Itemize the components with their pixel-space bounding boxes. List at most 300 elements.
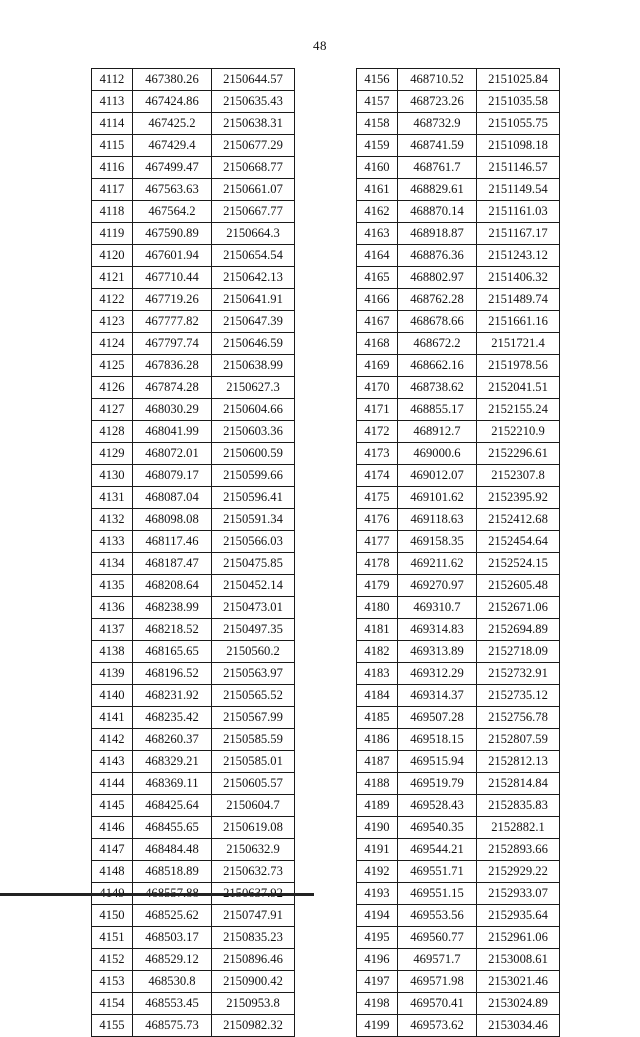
table-row — [357, 751, 560, 773]
table-row — [357, 201, 560, 223]
point-number-cell: 4191 — [357, 839, 398, 861]
point-number-cell: 4153 — [92, 971, 133, 993]
point-number-cell: 4146 — [92, 817, 133, 839]
table-row — [92, 1015, 295, 1037]
x-coordinate-cell: 468238.99 — [133, 597, 212, 619]
table-row — [357, 993, 560, 1015]
table-row — [92, 399, 295, 421]
table-row — [357, 157, 560, 179]
x-coordinate-cell: 469312.29 — [398, 663, 477, 685]
coordinates-table-left — [91, 68, 295, 1037]
x-coordinate-cell: 468117.46 — [133, 531, 212, 553]
point-number-cell: 4190 — [357, 817, 398, 839]
y-coordinate-cell: 2152929.22 — [477, 861, 560, 883]
point-number-cell: 4167 — [357, 311, 398, 333]
point-number-cell: 4195 — [357, 927, 398, 949]
y-coordinate-cell: 2150567.99 — [212, 707, 295, 729]
x-coordinate-cell: 467564.2 — [133, 201, 212, 223]
x-coordinate-cell: 468235.42 — [133, 707, 212, 729]
y-coordinate-cell: 2152882.1 — [477, 817, 560, 839]
y-coordinate-cell: 2152893.66 — [477, 839, 560, 861]
y-coordinate-cell: 2150638.31 — [212, 113, 295, 135]
y-coordinate-cell: 2150654.54 — [212, 245, 295, 267]
x-coordinate-cell: 468525.62 — [133, 905, 212, 927]
x-coordinate-cell: 469553.56 — [398, 905, 477, 927]
x-coordinate-cell: 468918.87 — [398, 223, 477, 245]
x-coordinate-cell: 469314.83 — [398, 619, 477, 641]
table-row — [92, 531, 295, 553]
y-coordinate-cell: 2152041.51 — [477, 377, 560, 399]
table-row — [357, 575, 560, 597]
point-number-cell: 4178 — [357, 553, 398, 575]
x-coordinate-cell: 467424.86 — [133, 91, 212, 113]
y-coordinate-cell: 2152524.15 — [477, 553, 560, 575]
y-coordinate-cell: 2152814.84 — [477, 773, 560, 795]
point-number-cell: 4140 — [92, 685, 133, 707]
y-coordinate-cell: 2153034.46 — [477, 1015, 560, 1037]
table-row — [92, 509, 295, 531]
point-number-cell: 4119 — [92, 223, 133, 245]
point-number-cell: 4118 — [92, 201, 133, 223]
point-number-cell: 4158 — [357, 113, 398, 135]
y-coordinate-cell: 2150638.99 — [212, 355, 295, 377]
table-row — [357, 465, 560, 487]
y-coordinate-cell: 2152605.48 — [477, 575, 560, 597]
point-number-cell: 4115 — [92, 135, 133, 157]
y-coordinate-cell: 2151149.54 — [477, 179, 560, 201]
point-number-cell: 4137 — [92, 619, 133, 641]
y-coordinate-cell: 2150591.34 — [212, 509, 295, 531]
y-coordinate-cell: 2152412.68 — [477, 509, 560, 531]
table-row — [92, 685, 295, 707]
table-row — [357, 333, 560, 355]
table-row — [92, 201, 295, 223]
y-coordinate-cell: 2150596.41 — [212, 487, 295, 509]
point-number-cell: 4198 — [357, 993, 398, 1015]
x-coordinate-cell: 468553.45 — [133, 993, 212, 1015]
table-row — [357, 773, 560, 795]
table-row — [92, 905, 295, 927]
x-coordinate-cell: 467601.94 — [133, 245, 212, 267]
x-coordinate-cell: 468870.14 — [398, 201, 477, 223]
point-number-cell: 4180 — [357, 597, 398, 619]
point-number-cell: 4132 — [92, 509, 133, 531]
coordinates-table-right — [356, 68, 560, 1037]
y-coordinate-cell: 2153021.46 — [477, 971, 560, 993]
x-coordinate-cell: 468503.17 — [133, 927, 212, 949]
x-coordinate-cell: 468802.97 — [398, 267, 477, 289]
y-coordinate-cell: 2151098.18 — [477, 135, 560, 157]
table-row — [357, 289, 560, 311]
x-coordinate-cell: 468761.7 — [398, 157, 477, 179]
y-coordinate-cell: 2150452.14 — [212, 575, 295, 597]
point-number-cell: 4162 — [357, 201, 398, 223]
x-coordinate-cell: 468855.17 — [398, 399, 477, 421]
table-row — [357, 223, 560, 245]
point-number-cell: 4156 — [357, 69, 398, 91]
y-coordinate-cell: 2150635.43 — [212, 91, 295, 113]
point-number-cell: 4112 — [92, 69, 133, 91]
table-row — [357, 135, 560, 157]
point-number-cell: 4129 — [92, 443, 133, 465]
y-coordinate-cell: 2150835.23 — [212, 927, 295, 949]
x-coordinate-cell: 468030.29 — [133, 399, 212, 421]
point-number-cell: 4152 — [92, 949, 133, 971]
table-row — [357, 861, 560, 883]
y-coordinate-cell: 2151035.58 — [477, 91, 560, 113]
table-row — [357, 685, 560, 707]
point-number-cell: 4126 — [92, 377, 133, 399]
table-row — [357, 245, 560, 267]
y-coordinate-cell: 2151055.75 — [477, 113, 560, 135]
y-coordinate-cell: 2150627.3 — [212, 377, 295, 399]
y-coordinate-cell: 2150747.91 — [212, 905, 295, 927]
table-row — [92, 355, 295, 377]
point-number-cell: 4179 — [357, 575, 398, 597]
table-row — [92, 795, 295, 817]
x-coordinate-cell: 467797.74 — [133, 333, 212, 355]
x-coordinate-cell: 469519.79 — [398, 773, 477, 795]
x-coordinate-cell: 468218.52 — [133, 619, 212, 641]
point-number-cell: 4194 — [357, 905, 398, 927]
point-number-cell: 4166 — [357, 289, 398, 311]
point-number-cell: 4122 — [92, 289, 133, 311]
point-number-cell: 4187 — [357, 751, 398, 773]
table-row — [357, 113, 560, 135]
point-number-cell: 4154 — [92, 993, 133, 1015]
x-coordinate-cell: 468165.65 — [133, 641, 212, 663]
y-coordinate-cell: 2150619.08 — [212, 817, 295, 839]
table-row — [357, 355, 560, 377]
y-coordinate-cell: 2152671.06 — [477, 597, 560, 619]
point-number-cell: 4150 — [92, 905, 133, 927]
point-number-cell: 4170 — [357, 377, 398, 399]
y-coordinate-cell: 2150565.52 — [212, 685, 295, 707]
point-number-cell: 4136 — [92, 597, 133, 619]
y-coordinate-cell: 2150604.66 — [212, 399, 295, 421]
point-number-cell: 4157 — [357, 91, 398, 113]
x-coordinate-cell: 468196.52 — [133, 663, 212, 685]
x-coordinate-cell: 469551.71 — [398, 861, 477, 883]
point-number-cell: 4193 — [357, 883, 398, 905]
table-row — [357, 927, 560, 949]
x-coordinate-cell: 468738.62 — [398, 377, 477, 399]
table-row — [92, 179, 295, 201]
point-number-cell: 4148 — [92, 861, 133, 883]
y-coordinate-cell: 2151243.12 — [477, 245, 560, 267]
x-coordinate-cell: 469313.89 — [398, 641, 477, 663]
table-row — [92, 773, 295, 795]
table-row — [357, 421, 560, 443]
table-row — [92, 135, 295, 157]
y-coordinate-cell: 2151721.4 — [477, 333, 560, 355]
point-number-cell: 4165 — [357, 267, 398, 289]
table-row — [357, 91, 560, 113]
y-coordinate-cell: 2150668.77 — [212, 157, 295, 179]
x-coordinate-cell: 469101.62 — [398, 487, 477, 509]
x-coordinate-cell: 468662.16 — [398, 355, 477, 377]
table-row — [357, 399, 560, 421]
y-coordinate-cell: 2150497.35 — [212, 619, 295, 641]
y-coordinate-cell: 2150664.3 — [212, 223, 295, 245]
point-number-cell: 4186 — [357, 729, 398, 751]
x-coordinate-cell: 468041.99 — [133, 421, 212, 443]
table-row — [92, 333, 295, 355]
table-row — [357, 707, 560, 729]
point-number-cell: 4168 — [357, 333, 398, 355]
x-coordinate-cell: 468231.92 — [133, 685, 212, 707]
x-coordinate-cell: 467719.26 — [133, 289, 212, 311]
table-row — [92, 817, 295, 839]
point-number-cell: 4121 — [92, 267, 133, 289]
x-coordinate-cell: 469571.7 — [398, 949, 477, 971]
point-number-cell: 4147 — [92, 839, 133, 861]
table-row — [92, 289, 295, 311]
x-coordinate-cell: 469528.43 — [398, 795, 477, 817]
point-number-cell: 4120 — [92, 245, 133, 267]
table-row — [357, 1015, 560, 1037]
y-coordinate-cell: 2150600.59 — [212, 443, 295, 465]
x-coordinate-cell: 469518.15 — [398, 729, 477, 751]
table-row — [92, 663, 295, 685]
x-coordinate-cell: 468072.01 — [133, 443, 212, 465]
x-coordinate-cell: 469544.21 — [398, 839, 477, 861]
y-coordinate-cell: 2150677.29 — [212, 135, 295, 157]
table-row — [357, 905, 560, 927]
x-coordinate-cell: 469270.97 — [398, 575, 477, 597]
x-coordinate-cell: 467425.2 — [133, 113, 212, 135]
x-coordinate-cell: 467710.44 — [133, 267, 212, 289]
x-coordinate-cell: 468455.65 — [133, 817, 212, 839]
point-number-cell: 4123 — [92, 311, 133, 333]
table-row — [357, 69, 560, 91]
point-number-cell: 4172 — [357, 421, 398, 443]
table-row — [357, 641, 560, 663]
point-number-cell: 4173 — [357, 443, 398, 465]
x-coordinate-cell: 468723.26 — [398, 91, 477, 113]
table-row — [357, 267, 560, 289]
point-number-cell: 4151 — [92, 927, 133, 949]
table-row — [92, 421, 295, 443]
x-coordinate-cell: 468829.61 — [398, 179, 477, 201]
y-coordinate-cell: 2152835.83 — [477, 795, 560, 817]
x-coordinate-cell: 469560.77 — [398, 927, 477, 949]
point-number-cell: 4197 — [357, 971, 398, 993]
table-row — [357, 443, 560, 465]
x-coordinate-cell: 467563.63 — [133, 179, 212, 201]
y-coordinate-cell: 2150900.42 — [212, 971, 295, 993]
point-number-cell: 4139 — [92, 663, 133, 685]
x-coordinate-cell: 469158.35 — [398, 531, 477, 553]
y-coordinate-cell: 2150667.77 — [212, 201, 295, 223]
point-number-cell: 4169 — [357, 355, 398, 377]
point-number-cell: 4164 — [357, 245, 398, 267]
point-number-cell: 4183 — [357, 663, 398, 685]
table-row — [357, 729, 560, 751]
y-coordinate-cell: 2150982.32 — [212, 1015, 295, 1037]
point-number-cell: 4133 — [92, 531, 133, 553]
table-row — [92, 751, 295, 773]
point-number-cell: 4185 — [357, 707, 398, 729]
page-number: 48 — [313, 38, 327, 53]
point-number-cell: 4138 — [92, 641, 133, 663]
x-coordinate-cell: 467499.47 — [133, 157, 212, 179]
y-coordinate-cell: 2150475.85 — [212, 553, 295, 575]
table-row — [357, 509, 560, 531]
table-row — [92, 377, 295, 399]
x-coordinate-cell: 469012.07 — [398, 465, 477, 487]
x-coordinate-cell: 468260.37 — [133, 729, 212, 751]
y-coordinate-cell: 2152807.59 — [477, 729, 560, 751]
y-coordinate-cell: 2150632.73 — [212, 861, 295, 883]
x-coordinate-cell: 468425.64 — [133, 795, 212, 817]
y-coordinate-cell: 2152735.12 — [477, 685, 560, 707]
table-row — [92, 861, 295, 883]
point-number-cell: 4189 — [357, 795, 398, 817]
point-number-cell: 4174 — [357, 465, 398, 487]
y-coordinate-cell: 2151489.74 — [477, 289, 560, 311]
x-coordinate-cell: 467836.28 — [133, 355, 212, 377]
y-coordinate-cell: 2152155.24 — [477, 399, 560, 421]
x-coordinate-cell: 468087.04 — [133, 487, 212, 509]
y-coordinate-cell: 2150585.59 — [212, 729, 295, 751]
x-coordinate-cell: 468575.73 — [133, 1015, 212, 1037]
point-number-cell: 4128 — [92, 421, 133, 443]
table-row — [92, 311, 295, 333]
point-number-cell: 4145 — [92, 795, 133, 817]
point-number-cell: 4181 — [357, 619, 398, 641]
x-coordinate-cell: 468208.64 — [133, 575, 212, 597]
x-coordinate-cell: 469314.37 — [398, 685, 477, 707]
point-number-cell: 4130 — [92, 465, 133, 487]
table-row — [92, 487, 295, 509]
x-coordinate-cell: 469211.62 — [398, 553, 477, 575]
table-row — [357, 883, 560, 905]
point-number-cell: 4117 — [92, 179, 133, 201]
table-row — [357, 663, 560, 685]
table-row — [357, 795, 560, 817]
y-coordinate-cell: 2152210.9 — [477, 421, 560, 443]
x-coordinate-cell: 469573.62 — [398, 1015, 477, 1037]
y-coordinate-cell: 2150605.57 — [212, 773, 295, 795]
table-row — [92, 443, 295, 465]
point-number-cell: 4160 — [357, 157, 398, 179]
table-row — [92, 641, 295, 663]
table-row — [92, 927, 295, 949]
x-coordinate-cell: 467777.82 — [133, 311, 212, 333]
x-coordinate-cell: 469507.28 — [398, 707, 477, 729]
y-coordinate-cell: 2150604.7 — [212, 795, 295, 817]
point-number-cell: 4125 — [92, 355, 133, 377]
x-coordinate-cell: 468762.28 — [398, 289, 477, 311]
point-number-cell: 4114 — [92, 113, 133, 135]
x-coordinate-cell: 468912.7 — [398, 421, 477, 443]
y-coordinate-cell: 2152732.91 — [477, 663, 560, 685]
y-coordinate-cell: 2153024.89 — [477, 993, 560, 1015]
table-row — [92, 839, 295, 861]
point-number-cell: 4155 — [92, 1015, 133, 1037]
y-coordinate-cell: 2150953.8 — [212, 993, 295, 1015]
x-coordinate-cell: 467874.28 — [133, 377, 212, 399]
table-row — [92, 597, 295, 619]
table-row — [357, 487, 560, 509]
table-row — [92, 707, 295, 729]
table-row — [357, 553, 560, 575]
table-row — [357, 839, 560, 861]
x-coordinate-cell: 469551.15 — [398, 883, 477, 905]
table-row — [92, 553, 295, 575]
y-coordinate-cell: 2151167.17 — [477, 223, 560, 245]
point-number-cell: 4127 — [92, 399, 133, 421]
point-number-cell: 4175 — [357, 487, 398, 509]
point-number-cell: 4161 — [357, 179, 398, 201]
y-coordinate-cell: 2150560.2 — [212, 641, 295, 663]
coordinates-table-left-body — [92, 69, 295, 1037]
y-coordinate-cell: 2150603.36 — [212, 421, 295, 443]
y-coordinate-cell: 2152756.78 — [477, 707, 560, 729]
table-row — [357, 311, 560, 333]
x-coordinate-cell: 468876.36 — [398, 245, 477, 267]
table-row — [357, 597, 560, 619]
x-coordinate-cell: 468369.11 — [133, 773, 212, 795]
x-coordinate-cell: 468732.9 — [398, 113, 477, 135]
point-number-cell: 4134 — [92, 553, 133, 575]
point-number-cell: 4188 — [357, 773, 398, 795]
table-row — [92, 91, 295, 113]
table-row — [92, 465, 295, 487]
x-coordinate-cell: 468484.48 — [133, 839, 212, 861]
point-number-cell: 4144 — [92, 773, 133, 795]
table-row — [92, 949, 295, 971]
y-coordinate-cell: 2152961.06 — [477, 927, 560, 949]
y-coordinate-cell: 2151146.57 — [477, 157, 560, 179]
table-row — [92, 619, 295, 641]
y-coordinate-cell: 2152812.13 — [477, 751, 560, 773]
footer-rule — [0, 893, 314, 896]
x-coordinate-cell: 469515.94 — [398, 751, 477, 773]
x-coordinate-cell: 468518.89 — [133, 861, 212, 883]
table-row — [92, 993, 295, 1015]
point-number-cell: 4163 — [357, 223, 398, 245]
table-row — [92, 113, 295, 135]
x-coordinate-cell: 468098.08 — [133, 509, 212, 531]
table-row — [92, 157, 295, 179]
point-number-cell: 4141 — [92, 707, 133, 729]
y-coordinate-cell: 2151406.32 — [477, 267, 560, 289]
y-coordinate-cell: 2151661.16 — [477, 311, 560, 333]
x-coordinate-cell: 469000.6 — [398, 443, 477, 465]
x-coordinate-cell: 469310.7 — [398, 597, 477, 619]
y-coordinate-cell: 2150585.01 — [212, 751, 295, 773]
x-coordinate-cell: 469540.35 — [398, 817, 477, 839]
x-coordinate-cell: 468079.17 — [133, 465, 212, 487]
table-row — [357, 971, 560, 993]
x-coordinate-cell: 468329.21 — [133, 751, 212, 773]
point-number-cell: 4182 — [357, 641, 398, 663]
point-number-cell: 4135 — [92, 575, 133, 597]
x-coordinate-cell: 468678.66 — [398, 311, 477, 333]
point-number-cell: 4176 — [357, 509, 398, 531]
y-coordinate-cell: 2152933.07 — [477, 883, 560, 905]
table-row — [92, 69, 295, 91]
table-row — [92, 245, 295, 267]
y-coordinate-cell: 2152694.89 — [477, 619, 560, 641]
y-coordinate-cell: 2152454.64 — [477, 531, 560, 553]
y-coordinate-cell: 2150644.57 — [212, 69, 295, 91]
table-row — [357, 817, 560, 839]
y-coordinate-cell: 2150896.46 — [212, 949, 295, 971]
y-coordinate-cell: 2150632.9 — [212, 839, 295, 861]
